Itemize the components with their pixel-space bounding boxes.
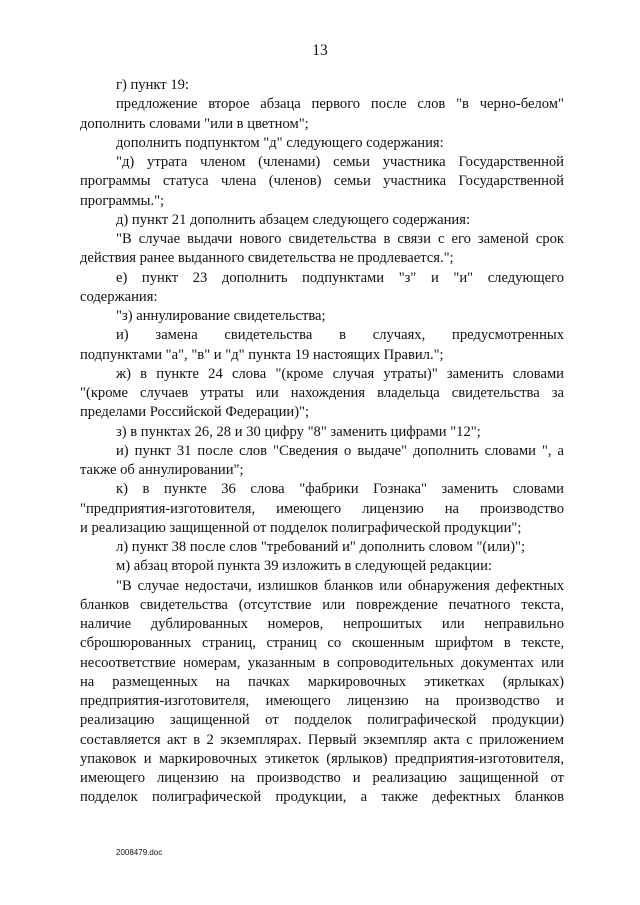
text-line-content: пределами Российской Федерации)"; <box>80 404 310 421</box>
text-line-content: бланков свидетельства (отсутствие или повреждение печатного текста, <box>80 596 564 613</box>
text-line-content: реализацию защищенной от подделок полиграфической продукции) <box>80 712 564 729</box>
text-line-content: предложение второе абзаца первого после слов "в черно-белом" <box>116 96 564 113</box>
text-line-content: предприятия-изготовителя, имеющего лицензию на производство и <box>80 693 564 709</box>
text-line <box>80 750 564 769</box>
text-line-content: дополнить словами "или в цветном"; <box>80 115 309 132</box>
text-line <box>116 134 564 153</box>
text-line-content: м) абзац второй пункта 39 изложить в следующей редакции: <box>116 558 492 575</box>
text-line <box>80 731 564 750</box>
text-line-content: "з) аннулирование свидетельства; <box>116 308 326 324</box>
text-line <box>80 769 564 788</box>
text-line-content: сброшюрованных страниц, страниц со скошенным шрифтом в тексте, <box>80 635 564 652</box>
text-line <box>116 442 564 461</box>
text-line-content: з) в пунктах 26, 28 и 30 цифру "8" заменить цифрами "12"; <box>116 423 481 440</box>
text-line-content: программы."; <box>80 192 165 209</box>
text-line-content: "предприятия-изготовителя, имеющего лицензию на производство <box>80 500 564 517</box>
text-line <box>116 577 564 596</box>
document-body <box>80 76 564 808</box>
text-line <box>80 788 564 807</box>
text-line <box>80 596 564 615</box>
text-line <box>116 230 564 249</box>
text-line-content: наличие дублированных номеров, непрошитых или неправильно <box>80 616 564 632</box>
text-line <box>116 365 564 384</box>
text-line-content: упаковок и маркировочных этикеток (ярлыков) предприятия-изготовителя, <box>80 750 564 767</box>
text-line <box>116 480 564 499</box>
text-line <box>80 346 564 365</box>
text-line-content: ж) в пункте 24 слова "(кроме случая утраты)" заменить словами <box>116 365 564 382</box>
text-line-content: и) замена свидетельства в случаях, предусмотренных <box>116 327 564 344</box>
text-line <box>80 403 564 422</box>
text-line-content: и реализацию защищенной от подделок полиграфической продукции"; <box>80 519 522 536</box>
text-line-content: несоответствие номерам, указанным в сопроводительных документах или <box>80 654 564 671</box>
text-line-content: содержания: <box>80 288 158 305</box>
text-line <box>80 615 564 634</box>
text-line <box>80 654 564 673</box>
text-line-content: дополнить подпунктом "д" следующего содержания: <box>116 134 444 151</box>
text-line-content: подделок полиграфической продукции, а также дефектных бланков <box>80 789 564 806</box>
text-line <box>80 634 564 653</box>
text-line-content: составляется акт в 2 экземплярах. Первый экземпляр акта с приложением <box>80 731 564 748</box>
text-line <box>80 500 564 519</box>
text-line <box>80 192 564 211</box>
text-line <box>80 692 564 711</box>
text-line-content: имеющего лицензию на производство и реализацию защищенной от <box>80 770 564 786</box>
text-line <box>116 538 564 557</box>
text-line-content: "В случае выдачи нового свидетельства в связи с его заменой срок <box>116 231 564 247</box>
text-line <box>116 95 564 114</box>
text-line-content: подпунктами "а", "в" и "д" пункта 19 настоящих Правил."; <box>80 346 444 363</box>
text-line-content: действия ранее выданного свидетельства не продлевается."; <box>80 250 454 267</box>
text-line <box>116 211 564 230</box>
text-line <box>116 557 564 576</box>
text-line-content: д) пункт 21 дополнить абзацем следующего содержания: <box>116 211 471 228</box>
text-line <box>80 172 564 191</box>
page-number: 13 <box>312 42 328 59</box>
text-line <box>80 711 564 730</box>
text-line-content: "д) утрата членом (членами) семьи участника Государственной <box>116 154 564 170</box>
text-line-content: "В случае недостачи, излишков бланков или обнаружения дефектных <box>116 577 564 594</box>
text-line <box>116 326 564 345</box>
text-line <box>80 288 564 307</box>
text-line <box>116 76 564 95</box>
text-line <box>80 673 564 692</box>
text-line <box>116 153 564 172</box>
text-line <box>80 115 564 134</box>
text-line <box>80 249 564 268</box>
text-line-content: "(кроме случаев утраты или нахождения владельца свидетельства за <box>80 385 564 401</box>
text-line <box>80 384 564 403</box>
footer-filename: 2008479.doc <box>116 848 163 857</box>
text-line <box>80 461 564 480</box>
text-line-content: к) в пункте 36 слова "фабрики Гознака" заменить словами <box>116 481 564 498</box>
text-line-content: л) пункт 38 после слов "требований и" дополнить словом "(или)"; <box>116 539 526 555</box>
text-line <box>116 269 564 288</box>
text-line <box>116 423 564 442</box>
text-line-content: программы статуса члена (членов) семьи участника Государственной <box>80 173 564 190</box>
text-line <box>80 519 564 538</box>
text-line-content: и) пункт 31 после слов "Сведения о выдаче" дополнить словами ", а <box>116 442 564 459</box>
text-line-content: на размещенных на пачках маркировочных этикетках (ярлыках) <box>80 673 564 690</box>
text-line-content: е) пункт 23 дополнить подпунктами "з" и "и" следующего <box>116 269 564 286</box>
text-line-content: также об аннулировании"; <box>80 462 244 478</box>
text-line-content: г) пункт 19: <box>116 77 189 93</box>
text-line <box>116 307 564 326</box>
